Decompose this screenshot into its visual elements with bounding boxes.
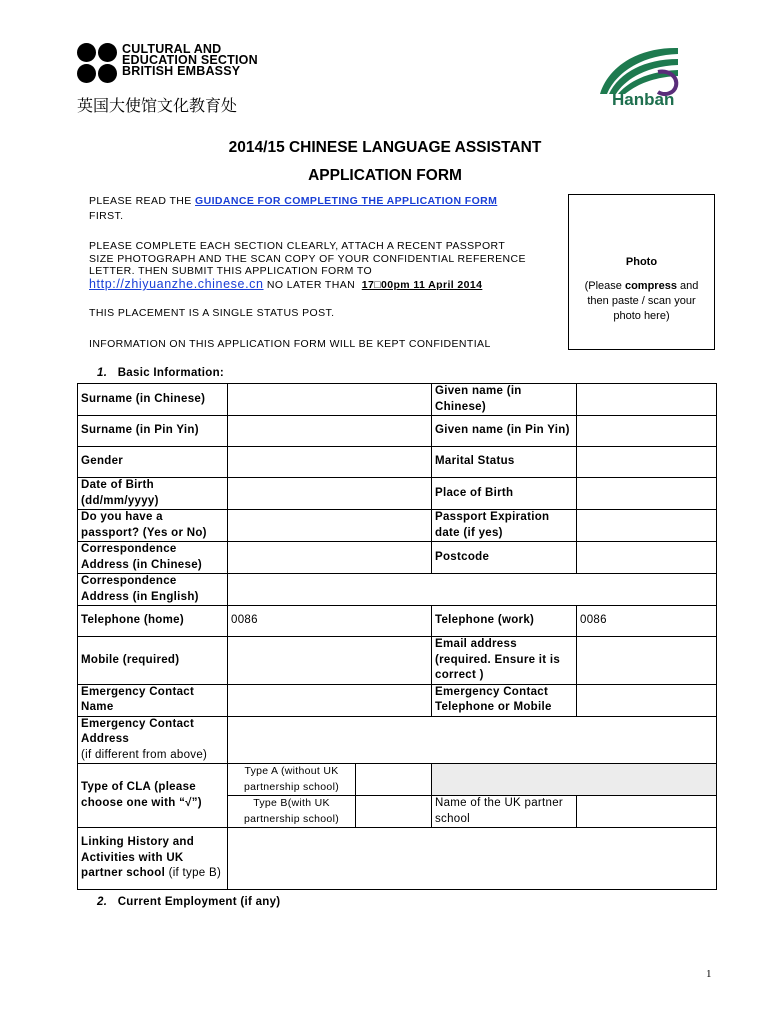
emergency-name-label: Emergency Contact Name: [78, 684, 228, 716]
organization-chinese-name: 英国大使馆文化教育处: [77, 96, 238, 115]
section1-heading: 1. Basic Information:: [97, 367, 225, 379]
given-name-pinyin-label: Given name (in Pin Yin): [432, 416, 577, 447]
hanban-logo-text: Hanban: [612, 90, 675, 109]
dob-field[interactable]: [228, 478, 432, 510]
photo-box[interactable]: [568, 194, 715, 350]
page-number: 1: [706, 968, 712, 980]
shaded-cell: [432, 764, 717, 796]
passport-expiration-field[interactable]: [577, 510, 717, 542]
place-of-birth-field[interactable]: [577, 478, 717, 510]
guidance-link[interactable]: GUIDANCE FOR COMPLETING THE APPLICATION FORM: [195, 195, 498, 207]
type-b-label: Type B(with UK partnership school): [228, 796, 356, 828]
british-council-logo-icon: [77, 43, 119, 83]
read-guidance-suffix: FIRST.: [89, 210, 124, 222]
given-name-pinyin-field[interactable]: [577, 416, 717, 447]
uk-partner-school-label: Name of the UK partner school: [432, 796, 577, 828]
gender-field[interactable]: [228, 447, 432, 478]
address-english-field[interactable]: [228, 574, 717, 606]
postcode-label: Postcode: [432, 542, 577, 574]
single-status-note: THIS PLACEMENT IS A SINGLE STATUS POST.: [89, 307, 335, 319]
telephone-work-label: Telephone (work): [432, 606, 577, 637]
passport-field[interactable]: [228, 510, 432, 542]
postcode-field[interactable]: [577, 542, 717, 574]
submission-line: http://zhiyuanzhe.chinese.cn NO LATER THAN 17□00pm 11 April 2014: [89, 277, 483, 291]
confidential-note: INFORMATION ON THIS APPLICATION FORM WILL BE KEPT CONFIDENTIAL: [89, 338, 491, 350]
emergency-telephone-label: Emergency Contact Telephone or Mobile: [432, 684, 577, 716]
email-label: Email address (required. Ensure it is correct ): [432, 637, 577, 685]
address-english-label: Correspondence Address (in English): [78, 574, 228, 606]
cla-type-label: Type of CLA (please choose one with “√”): [78, 764, 228, 828]
type-b-checkbox[interactable]: [356, 796, 432, 828]
place-of-birth-label: Place of Birth: [432, 478, 577, 510]
email-field[interactable]: [577, 637, 717, 685]
type-a-label: Type A (without UK partnership school): [228, 764, 356, 796]
mobile-field[interactable]: [228, 637, 432, 685]
type-a-checkbox[interactable]: [356, 764, 432, 796]
marital-status-label: Marital Status: [432, 447, 577, 478]
photo-hint: (Please compress and then paste / scan your photo here): [584, 280, 699, 322]
deadline: 17□00pm 11 April 2014: [361, 279, 483, 291]
given-name-chinese-field[interactable]: [577, 384, 717, 416]
instructions-text: PLEASE COMPLETE EACH SECTION CLEARLY, ATTACH A RECENT PASSPORT SIZE PHOTOGRAPH AND THE SCAN COPY OF YOUR CONFIDENTIAL REFERENCE LETTER. THEN SUBMIT THIS APPLICATION FORM TO: [89, 240, 526, 277]
emergency-name-field[interactable]: [228, 684, 432, 716]
telephone-work-field[interactable]: 0086: [577, 606, 717, 637]
submission-url-link[interactable]: http://zhiyuanzhe.chinese.cn: [89, 277, 264, 291]
address-chinese-field[interactable]: [228, 542, 432, 574]
emergency-telephone-field[interactable]: [577, 684, 717, 716]
linking-history-field[interactable]: [228, 828, 717, 890]
mobile-label: Mobile (required): [78, 637, 228, 685]
telephone-home-label: Telephone (home): [78, 606, 228, 637]
surname-chinese-field[interactable]: [228, 384, 432, 416]
gender-label: Gender: [78, 447, 228, 478]
surname-pinyin-label: Surname (in Pin Yin): [78, 416, 228, 447]
surname-pinyin-field[interactable]: [228, 416, 432, 447]
basic-information-table: [77, 383, 717, 890]
given-name-chinese-label: Given name (in Chinese): [432, 384, 577, 416]
section2-heading: 2. Current Employment (if any): [97, 896, 281, 908]
marital-status-field[interactable]: [577, 447, 717, 478]
surname-chinese-label: Surname (in Chinese): [78, 384, 228, 416]
telephone-home-field[interactable]: 0086: [228, 606, 432, 637]
uk-partner-school-field[interactable]: [577, 796, 717, 828]
address-chinese-label: Correspondence Address (in Chinese): [78, 542, 228, 574]
dob-label: Date of Birth (dd/mm/yyyy): [78, 478, 228, 510]
emergency-address-field[interactable]: [228, 716, 717, 764]
organization-name: CULTURAL AND EDUCATION SECTION BRITISH EMBASSY: [122, 42, 258, 78]
emergency-address-label: Emergency Contact Address (if different from above): [78, 716, 228, 764]
form-title: 2014/15 CHINESE LANGUAGE ASSISTANT: [228, 139, 542, 156]
linking-history-label: Linking History and Activities with UK partner school (if type B): [78, 828, 228, 890]
read-guidance-text: PLEASE READ THE GUIDANCE FOR COMPLETING THE APPLICATION FORM: [89, 195, 498, 207]
photo-title: Photo: [625, 256, 658, 268]
passport-expiration-label: Passport Expiration date (if yes): [432, 510, 577, 542]
form-subtitle: APPLICATION FORM: [308, 167, 462, 184]
passport-label: Do you have a passport? (Yes or No): [78, 510, 228, 542]
